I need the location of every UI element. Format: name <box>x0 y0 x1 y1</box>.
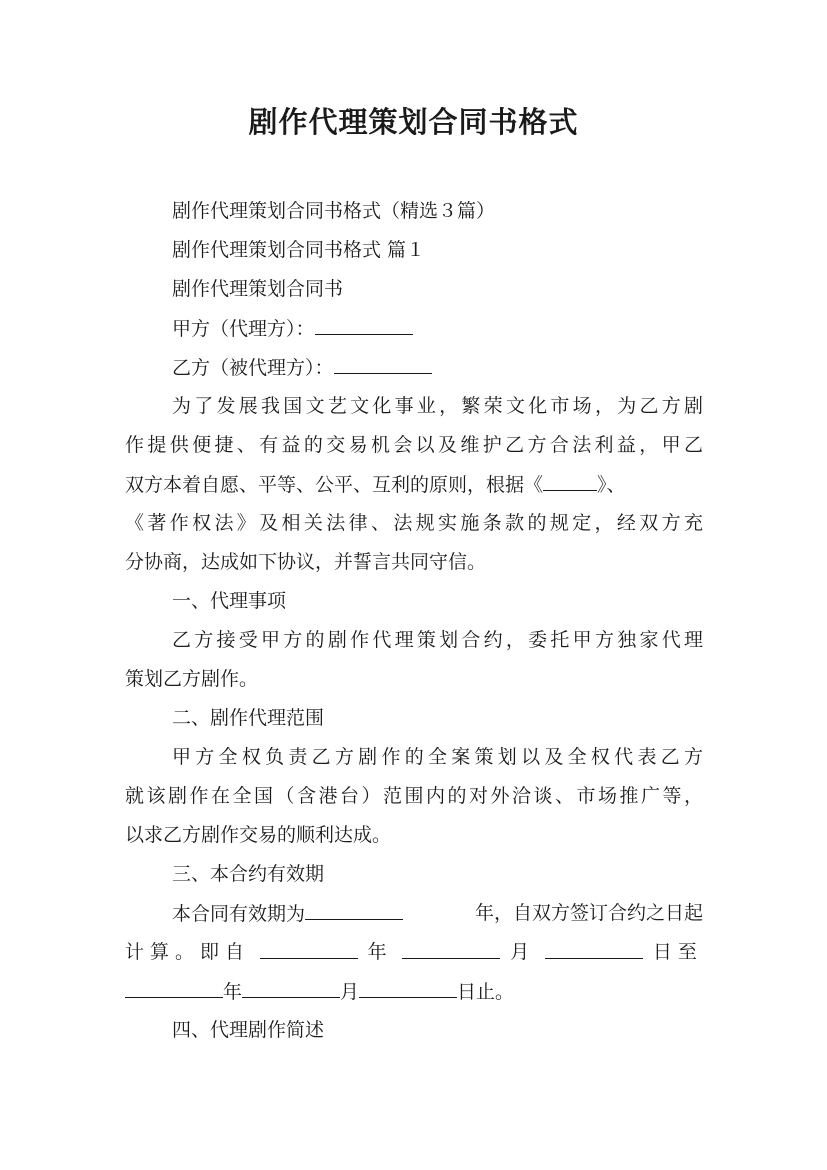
paragraph-line: 策划乙方剧作。 <box>125 668 259 690</box>
contract-name: 剧作代理策划合同书 <box>172 278 344 300</box>
subtitle-line: 剧作代理策划合同书格式（精选３篇） <box>172 200 496 222</box>
paragraph-text: 计算。即自 <box>125 941 251 963</box>
party-b-label: 乙方（被代理方）： <box>172 357 334 379</box>
party-a-label: 甲方（代理方）： <box>172 318 315 340</box>
paragraph-text: 双方本着自愿、平等、公平、互利的原则，根据《 <box>125 474 544 496</box>
paragraph-text: 年 <box>223 981 243 1003</box>
paragraph-text: 本合同有效期为 <box>172 903 306 925</box>
paragraph-text <box>172 900 403 927</box>
end-month-blank <box>242 978 340 998</box>
start-year-blank <box>260 939 358 959</box>
end-year-blank <box>125 978 223 998</box>
section-heading: 剧作代理策划合同书格式 篇１ <box>172 239 426 261</box>
section-heading: 二、剧作代理范围 <box>172 707 325 729</box>
paragraph-line: 就该剧作在全国（含港台）范围内的对外洽谈、市场推广等， <box>125 785 703 807</box>
term-years-blank <box>305 900 403 920</box>
start-month-blank <box>402 939 500 959</box>
section-heading: 三、本合约有效期 <box>172 863 325 885</box>
paragraph-line: 作提供便捷、有益的交易机会以及维护乙方合法利益，甲乙 <box>125 434 703 456</box>
paragraph-text: 月 <box>340 981 360 1003</box>
party-a-line <box>172 315 703 342</box>
paragraph-text: 年，自双方签订合约之日起 <box>474 902 703 924</box>
section-heading: 四、代理剧作简述 <box>172 1019 325 1041</box>
start-day-blank <box>545 939 643 959</box>
party-b-line <box>172 354 703 381</box>
paragraph-line <box>172 900 703 927</box>
paragraph-line: 甲方全权负责乙方剧作的全案策划以及全权代表乙方 <box>172 746 703 768</box>
paragraph-line: 乙方接受甲方的剧作代理策划合约，委托甲方独家代理 <box>172 629 703 651</box>
paragraph-text: 》、 <box>597 474 626 496</box>
paragraph-line <box>125 471 703 498</box>
section-heading: 一、代理事项 <box>172 590 287 612</box>
end-day-blank <box>359 978 457 998</box>
paragraph-text: 日止。 <box>457 981 515 1003</box>
party-a-blank <box>315 315 413 335</box>
paragraph-text: 日至 <box>652 941 703 963</box>
law-name-blank <box>543 471 597 491</box>
paragraph-line <box>125 978 703 1005</box>
paragraph-line: 《著作权法》及相关法律、法规实施条款的规定，经双方充 <box>125 512 703 534</box>
party-b-blank <box>334 354 432 374</box>
paragraph-text: 年 <box>367 941 393 963</box>
paragraph-line: 以求乙方剧作交易的顺利达成。 <box>125 824 392 846</box>
document-title: 剧作代理策划合同书格式 <box>248 105 579 139</box>
paragraph-line <box>125 939 703 965</box>
paragraph-text: 月 <box>510 941 536 963</box>
paragraph-line: 为了发展我国文艺文化事业，繁荣文化市场，为乙方剧 <box>172 395 703 417</box>
paragraph-line: 分协商，达成如下协议，并誓言共同守信。 <box>125 551 487 573</box>
